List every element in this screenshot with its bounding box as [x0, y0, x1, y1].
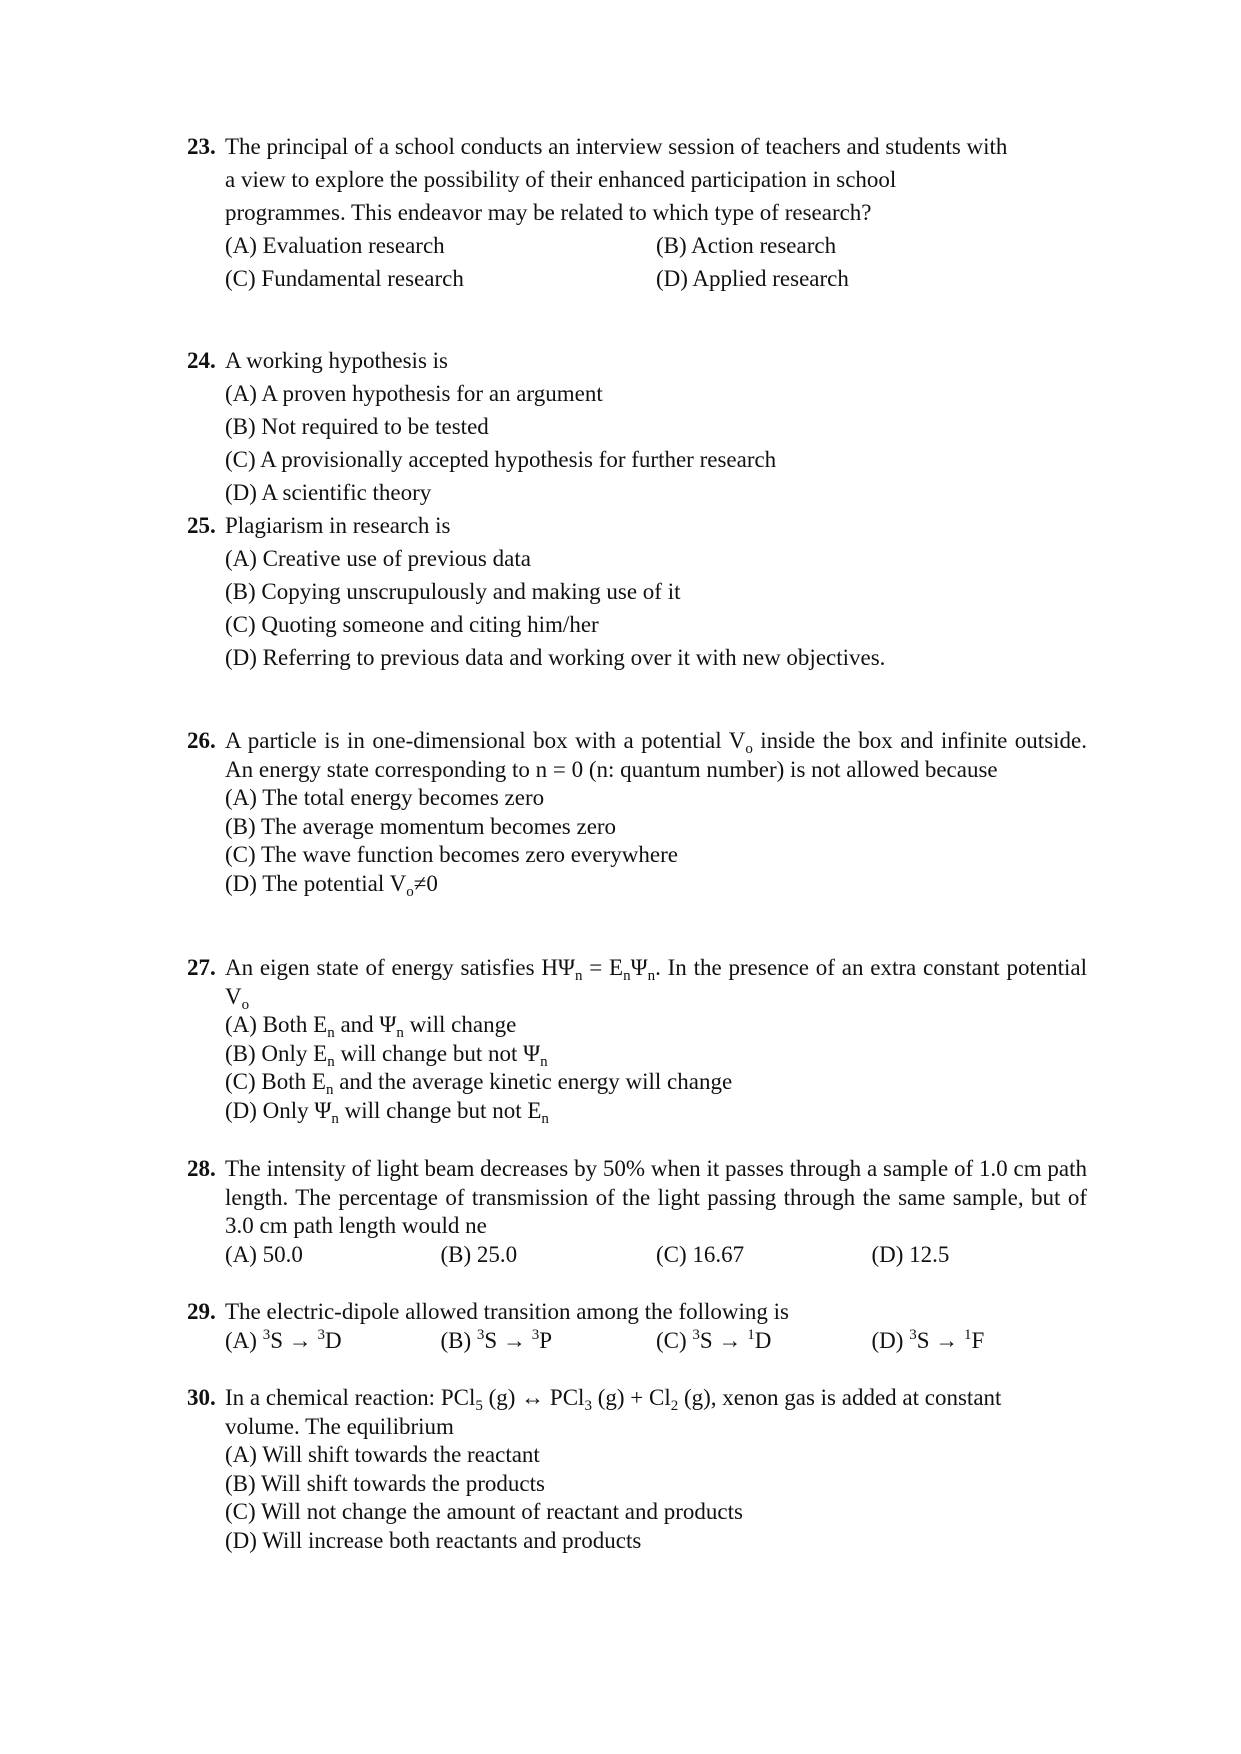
option-c: (C) A provisionally accepted hypothesis for further research: [225, 447, 777, 472]
option-b: (B) Not required to be tested: [225, 414, 489, 439]
option-a: (A) $^3$S → $^3$D: [225, 1326, 342, 1353]
option-b: (B) Copying unscrupulously and making use of it: [225, 579, 681, 604]
option-b: (B) 25.0: [440, 1241, 518, 1267]
question-25: [187, 509, 1087, 674]
question-30: [187, 1384, 1087, 1555]
question-number: 30.: [187, 1385, 216, 1410]
question-text: The electric-dipole allowed transition among the following is: [225, 1299, 789, 1324]
option-b: (B) $^3$S → $^3$P: [440, 1326, 553, 1353]
option-b: (B) The average momentum becomes zero: [225, 813, 617, 839]
question-text: In a chemical reaction: PCl$_5$ (g) ↔ PCl$_3$ $(g) + Cl_2$ (g), xenon gas is added at constant: [225, 1385, 1002, 1414]
option-c: (C) Fundamental research: [225, 266, 464, 291]
option-d: (D) $^3$S → $^1$F: [871, 1326, 985, 1353]
question-text-line-3: programmes. This endeavor may be related to which type of research?: [225, 200, 872, 225]
option-d: (D) The potential $V_o\ne 0$: [225, 870, 438, 900]
question-number: 24.: [187, 348, 216, 373]
option-c: (C) The wave function becomes zero everywhere: [225, 842, 678, 867]
question-29: [187, 1298, 1087, 1355]
option-d: (D) Referring to previous data and working over it with new objectives.: [225, 645, 886, 670]
question-text: The principal of a school conducts an interview session of teachers and students with: [225, 134, 1008, 159]
question-number: 29.: [187, 1299, 216, 1324]
question-24: [187, 344, 1087, 509]
option-a: (A) Creative use of previous data: [225, 546, 531, 571]
question-number: 28.: [187, 1156, 216, 1181]
option-b: (B) Action research: [656, 233, 837, 258]
option-a: (A) A proven hypothesis for an argument: [225, 381, 603, 406]
question-number: 23.: [187, 134, 216, 159]
option-c: (C) Both $E_n$ and the average kinetic energy will change: [225, 1069, 733, 1098]
option-c: (C) $^3$S → $^1$D: [656, 1326, 772, 1353]
option-d: (D) Only $\Psi_n$ will change but not $E_n$: [225, 1097, 549, 1127]
question-text-line-2: a view to explore the possibility of their enhanced participation in school: [225, 167, 897, 192]
question-text: The intensity of light beam decreases by 50% when it passes through a sample of 1.0 cm path length. The percentage of transmission of the light passing through the same sample, but of 3.0 cm path length would ne: [225, 1156, 1087, 1238]
question-27: [187, 954, 1087, 1125]
question-number: 27.: [187, 955, 216, 980]
option-d: (D) Applied research: [656, 266, 849, 291]
question-text: A working hypothesis is: [225, 348, 448, 373]
option-a: (A) Will shift towards the reactant: [225, 1442, 540, 1467]
question-26: [187, 727, 1087, 898]
option-a: (A) Evaluation research: [225, 233, 445, 258]
question-text-line-2: volume. The equilibrium: [225, 1413, 454, 1439]
option-c: (C) Will not change the amount of reactant and products: [225, 1499, 743, 1524]
question-23: [187, 130, 1087, 295]
option-a: (A) 50.0: [225, 1241, 303, 1267]
question-text: Plagiarism in research is: [225, 513, 451, 538]
option-d: (D) Will increase both reactants and products: [225, 1527, 642, 1553]
option-a: (A) The total energy becomes zero: [225, 785, 545, 810]
option-c: (C) 16.67: [656, 1241, 745, 1267]
question-number: 26.: [187, 728, 216, 753]
option-b: (B) Will shift towards the products: [225, 1470, 545, 1496]
option-c: (C) Quoting someone and citing him/her: [225, 612, 599, 637]
question-number: 25.: [187, 513, 216, 538]
question-text: A particle is in one-dimensional box with a potential $V_o$ inside the box and infinite outside. An energy state corresponding to n = 0 (n: quantum number) is not allowed because: [225, 728, 1087, 782]
option-a: (A) Both $E_n$ and $\Psi_n$ will change: [225, 1012, 517, 1041]
question-text: An eigen state of energy satisfies $H\Psi_n = E_n\Psi_n$. In the presence of an extra constant potential $V_o$: [225, 955, 1087, 1013]
option-d: (D) 12.5: [871, 1241, 950, 1267]
option-b: (B) Only $E_n$ will change but not $\Psi_n$: [225, 1040, 548, 1070]
question-28: [187, 1155, 1087, 1269]
option-d: (D) A scientific theory: [225, 480, 432, 505]
